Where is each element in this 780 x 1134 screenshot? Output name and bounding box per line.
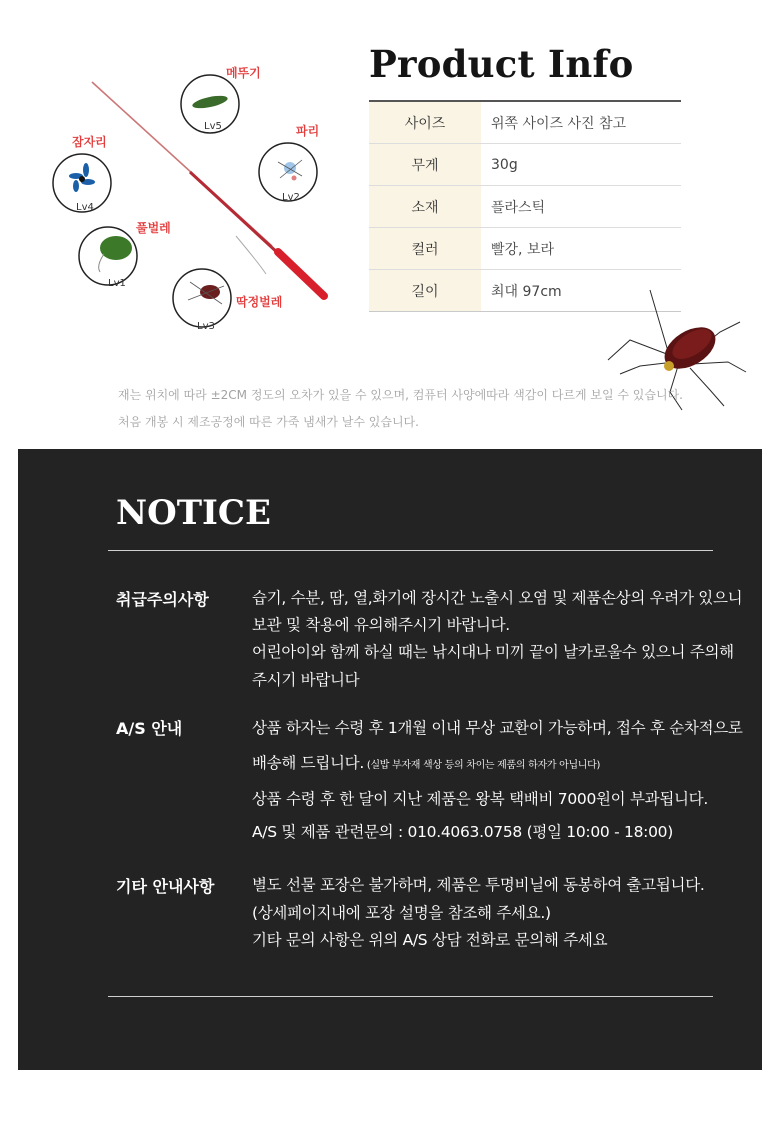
notice-title: NOTICE: [116, 493, 271, 533]
info-value: 빨강, 보라: [481, 228, 681, 270]
info-row-weight: [369, 144, 681, 186]
info-row-material: [369, 186, 681, 228]
as-contact-line: A/S 및 제품 관련문의 : 010.4063.0758 (평일 10:00 - 18:00): [252, 823, 673, 841]
rod-string: [236, 236, 266, 274]
dragonfly-label: 잠자리: [72, 135, 107, 149]
product-info-title: Product Info: [369, 42, 634, 86]
fishing-rod-toy-image: [40, 60, 360, 350]
beetle-label: 딱정벌레: [236, 295, 283, 309]
info-value: 플라스틱: [481, 186, 681, 228]
fly-label: 파리: [296, 124, 320, 138]
info-key: 길이: [369, 270, 481, 312]
notice-section: [18, 449, 762, 1070]
dragonfly-level: Lv4: [76, 202, 94, 213]
info-key: 사이즈: [369, 101, 481, 144]
as-line: 상품 수령 후 한 달이 지난 제품은 왕복 택배비 7000원이 부과됩니다.: [252, 790, 708, 808]
beetle-level: Lv3: [197, 321, 215, 332]
etc-line: 기타 문의 사항은 위의 A/S 상담 전화로 문의해 주세요: [252, 931, 608, 949]
as-line: [252, 751, 600, 773]
info-value: 위쪽 사이즈 사진 참고: [481, 101, 681, 144]
as-label: A/S 안내: [116, 719, 183, 738]
info-row-size: [369, 101, 681, 144]
size-color-note: 재는 위치에 따라 ±2CM 정도의 오차가 있을 수 있으며, 컴퓨터 사양에따라 색감이 다르게 보일 수 있습니다.: [118, 388, 683, 402]
grasshopper-level: Lv5: [204, 121, 222, 132]
product-section: [0, 0, 780, 450]
etc-label: 기타 안내사항: [116, 877, 215, 896]
as-line-small: (실밥 부자재 색상 등의 차이는 제품의 하자가 아닙니다): [363, 760, 601, 771]
notice-divider-top: [108, 550, 713, 551]
handling-line: 보관 및 착용에 유의해주시기 바랍니다.: [252, 616, 510, 634]
etc-line: (상세페이지내에 포장 설명을 참조해 주세요.): [252, 904, 551, 922]
beetle-lure-circle: [173, 269, 231, 327]
info-key: 소재: [369, 186, 481, 228]
info-value: 최대 97cm: [491, 283, 562, 300]
as-line: 상품 하자는 수령 후 1개월 이내 무상 교환이 가능하며, 접수 후 순차적으로: [252, 719, 743, 737]
smell-note: 처음 개봉 시 제조공정에 따른 가죽 냄새가 날수 있습니다.: [118, 415, 419, 429]
handling-line: 습기, 수분, 땀, 열,화기에 장시간 노출시 오염 및 제품손상의 우려가 있으니: [252, 589, 743, 607]
grass-bug-level: Lv1: [108, 278, 126, 289]
info-row-color: [369, 228, 681, 270]
grasshopper-label: 메뚜기: [226, 66, 261, 80]
handling-line: 주시기 바랍니다: [252, 671, 360, 689]
etc-line: 별도 선물 포장은 불가하며, 제품은 투명비닐에 동봉하여 출고됩니다.: [252, 876, 705, 894]
info-key: 무게: [369, 144, 481, 186]
info-key: 컬러: [369, 228, 481, 270]
handling-line: 어린아이와 함께 하실 때는 낚시대나 미끼 끝이 날카로울수 있으니 주의해: [252, 643, 734, 661]
fly-level: Lv2: [282, 192, 300, 203]
product-info-table: [369, 100, 681, 312]
info-value: 30g: [481, 144, 681, 186]
handling-label: 취급주의사항: [116, 590, 209, 609]
rod-handle: [278, 252, 324, 296]
as-line-main: 배송해 드립니다.: [252, 754, 364, 772]
grass-bug-label: 풀벌레: [136, 221, 171, 235]
notice-divider-bottom: [108, 996, 713, 997]
product-illustration: [40, 60, 360, 350]
